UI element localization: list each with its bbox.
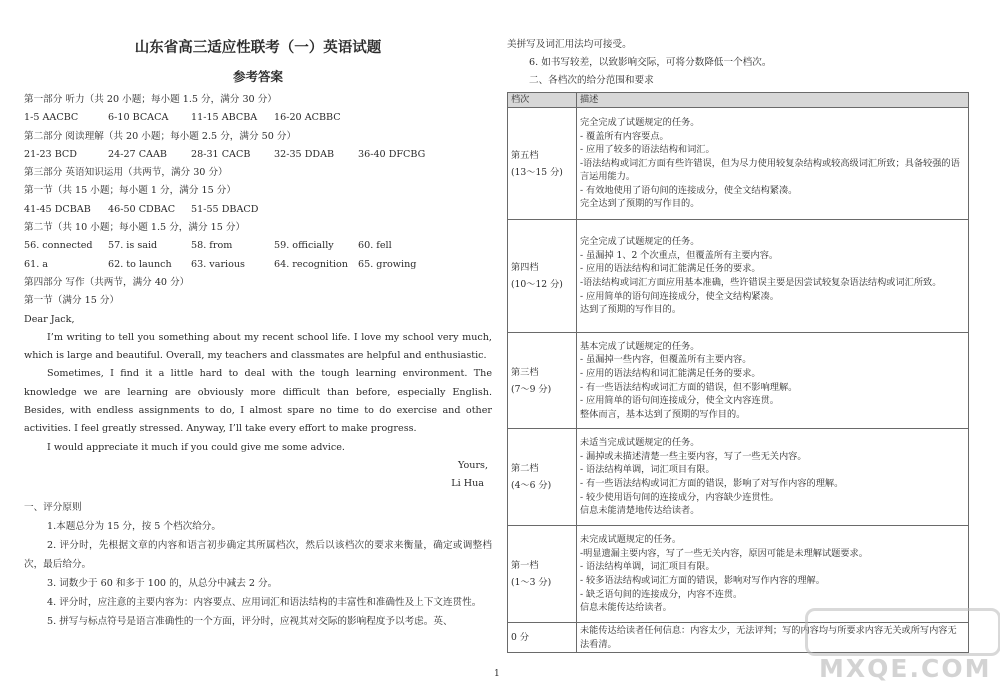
answer-item: 65. growing [358, 258, 417, 270]
answer-group: 11-15 ABCBA [191, 112, 258, 124]
answer-group: 21-23 BCD [24, 148, 77, 160]
answer-key-column [24, 38, 492, 631]
rubric-criterion: - 较少使用语句间的连接成分，内容缺少连贯性。 [580, 491, 779, 503]
section2-heading: 第二节（共 10 小题；每小题 1.5 分，满分 15 分） [24, 222, 246, 234]
answer-group: 1-5 AACBC [24, 112, 79, 124]
page-title: 山东省高三适应性联考（一）英语试题 [134, 39, 382, 56]
rubric-criterion: 达到了预期的写作目的。 [580, 304, 682, 316]
rubric-description-cell [577, 108, 969, 220]
rubric-criterion: -语法结构或词汇方面应用基本准确，些许错误主要是因尝试较复杂语法结构或词汇所致。 [580, 277, 942, 288]
rubric-criterion: 完全达到了预期的写作目的。 [580, 198, 700, 210]
rubric-level: 第三档 [511, 366, 539, 378]
rubric-description-cell [577, 429, 969, 526]
rubric-criterion: - 应用了较多的语法结构和词汇。 [580, 144, 715, 156]
letter-paragraph: Sometimes, I find it a little hard to deal with the tough learning environment. The knowledge we are learning are obviously more difficult than before, especially English. Besides, with endless assignments to do, I almost spare no time to do exercise and other activities. I feel greatly stressed. Anyway, I’ll take every effort to make progress. [24, 368, 492, 435]
scoring-rule: 3. 词数少于 60 和多于 100 的，从总分中减去 2 分。 [47, 577, 278, 589]
rubric-row [508, 108, 969, 220]
scoring-rule: 5. 拼写与标点符号是语言准确性的一个方面，评分时，应视其对交际的影响程度予以考虑。英、 [47, 615, 453, 627]
part3-heading: 第三部分 英语知识运用（共两节，满分 30 分） [24, 167, 228, 179]
rubric-criterion: 整体而言，基本达到了预期的写作目的。 [580, 408, 746, 420]
section3-heading: 第一节（满分 15 分） [24, 295, 120, 307]
rubric-level: 第二档 [511, 463, 539, 474]
rule-continuation: 美拼写及词汇用法均可接受。 [507, 39, 632, 50]
part2-heading: 第二部分 阅读理解（共 20 小题；每小题 2.5 分，满分 50 分） [24, 130, 297, 142]
page-number: 1 [494, 669, 500, 679]
rubric-criterion: - 缺乏语句间的连接成分，内容不连贯。 [580, 588, 743, 600]
section2-answers-row2 [24, 256, 492, 274]
rubric-level: 第五档 [511, 149, 539, 161]
rubric-criterion: 完全完成了试题规定的任务。 [580, 116, 700, 128]
letter-greeting: Dear Jack, [24, 313, 75, 325]
watermark-url: MXQE.COM [819, 654, 992, 683]
rubric-score-range: (4～6 分) [511, 480, 552, 491]
rubric-level: 第四档 [511, 262, 539, 273]
rubric-description-cell [577, 333, 969, 429]
letter-paragraph: I would appreciate it much if you could give me some advice. [47, 441, 345, 453]
rubric-header-row [508, 93, 969, 108]
answer-group: 28-31 CACB [191, 148, 251, 160]
scoring-rule: 1.本题总分为 15 分，按 5 个档次给分。 [47, 520, 221, 532]
rubric-criterion: - 较多语法结构或词汇方面的错误，影响对写作内容的理解。 [580, 575, 825, 586]
rubric-row [508, 429, 969, 526]
answer-group: 41-45 DCBAB [24, 203, 91, 215]
answer-item: 61. a [24, 258, 49, 270]
part2-answers [24, 146, 492, 164]
rubric-criterion: - 应用简单的语句间连接成分，使全文内容连贯。 [580, 395, 779, 407]
answer-group: 6-10 BCACA [108, 112, 169, 124]
letter-signature: Li Hua [451, 478, 484, 490]
rubric-level-cell [508, 333, 577, 429]
rubric-criterion: - 语法结构单调，词汇项目有限。 [580, 464, 715, 476]
rubric-score-range: (7～9 分) [511, 383, 552, 395]
rubric-criterion: - 虽漏掉 1、2 个次重点，但覆盖所有主要内容。 [580, 249, 779, 261]
section1-answers [24, 201, 492, 219]
answer-item: 62. to launch [108, 258, 172, 270]
rubric-criterion: - 应用的语法结构和词汇能满足任务的要求。 [580, 263, 761, 275]
rubric-level-cell [508, 108, 577, 220]
rubric-criterion: - 有一些语法结构或词汇方面的错误，但不影响理解。 [580, 381, 798, 393]
answer-group: 24-27 CAAB [108, 148, 167, 160]
answer-item: 56. connected [24, 240, 93, 252]
answer-group: 46-50 CDBAC [108, 203, 176, 215]
answer-group: 32-35 DDAB [274, 148, 335, 160]
answer-item: 57. is said [108, 240, 158, 252]
rubric-score-range: (13～15 分) [511, 166, 563, 178]
answer-item: 63. various [191, 258, 245, 270]
rubric-criterion: -语法结构或词汇方面有些许错误，但为尽力使用较复杂结构或较高级词汇所致；具备较强的语言运用能力。 [580, 157, 960, 183]
rubric-criterion: - 有效地使用了语句间的连接成分，使全文结构紧凑。 [580, 184, 798, 196]
rubric-criterion: 未能传达给读者任何信息：内容太少，无法评判；写的内容均与所要求内容无关或所写内容无法看清。 [580, 624, 957, 650]
watermark [805, 602, 995, 684]
rubric-criterion: - 虽漏掉一些内容，但覆盖所有主要内容。 [580, 354, 752, 366]
watermark-logo [805, 608, 1000, 656]
scoring-rule: 2. 评分时，先根据文章的内容和语言初步确定其所属档次，然后以该档次的要求来衡量，确定或调整档次，最后给分。 [24, 539, 492, 570]
rubric-row [508, 220, 969, 333]
rubric-criterion: - 漏掉或未描述清楚一些主要内容，写了一些无关内容。 [580, 450, 807, 462]
answer-group: 51-55 DBACD [191, 203, 259, 215]
rubric-criterion: -明显遗漏主要内容，写了一些无关内容，原因可能是未理解试题要求。 [580, 547, 868, 559]
answer-item: 64. recognition [274, 258, 348, 270]
rubric-criterion: - 有一些语法结构或词汇方面的错误，影响了对写作内容的理解。 [580, 478, 844, 489]
answer-item: 60. fell [358, 240, 392, 252]
rubric-level: 第一档 [511, 560, 539, 571]
rubric-criterion: 未完成试题规定的任务。 [580, 534, 682, 546]
rubric-criterion: - 覆盖所有内容要点。 [580, 130, 669, 142]
part1-answers [24, 109, 492, 127]
part4-heading: 第四部分 写作（共两节，满分 40 分） [24, 276, 190, 288]
answer-item: 59. officially [274, 240, 334, 252]
col-header-description: 描述 [577, 93, 969, 108]
rubric-criterion: 信息未能清楚地传达给读者。 [580, 505, 700, 517]
scoring-rules-heading: 一、评分原则 [24, 501, 82, 513]
answer-group: 36-40 DFCBG [358, 148, 426, 160]
rubric-table [507, 92, 969, 653]
rubric-level-cell [508, 623, 577, 653]
rubric-score-range: (10～12 分) [511, 279, 563, 290]
section2-answers-row1 [24, 237, 492, 255]
rubric-description-cell [577, 220, 969, 333]
rubric-criterion: - 应用的语法结构和词汇能满足任务的要求。 [580, 367, 761, 379]
rubric-level-cell [508, 429, 577, 526]
page-subtitle: 参考答案 [232, 69, 283, 84]
answer-group: 16-20 ACBBC [274, 112, 341, 124]
rubric-level: 0 分 [511, 632, 529, 643]
rubric-score-range: (1～3 分) [511, 577, 552, 588]
scoring-rule: 6. 如书写较差，以致影响交际，可将分数降低一个档次。 [529, 57, 772, 68]
rubric-criterion: 基本完成了试题规定的任务。 [580, 340, 700, 352]
letter-paragraph: I’m writing to tell you something about my recent school life. I love my school very much, which is large and beautiful. Overall, my teachers and classmates are helpful and enthusiastic. [24, 331, 492, 362]
rubric-criterion: 未适当完成试题规定的任务。 [580, 437, 700, 449]
part1-heading: 第一部分 听力（共 20 小题；每小题 1.5 分，满分 30 分） [24, 94, 277, 105]
rubric-criterion: 完全完成了试题规定的任务。 [580, 236, 700, 248]
section1-heading: 第一节（共 15 小题；每小题 1 分，满分 15 分） [24, 185, 236, 197]
letter-closing: Yours, [457, 459, 488, 471]
rubric-heading: 二、各档次的给分范围和要求 [529, 75, 654, 86]
col-header-level: 档次 [508, 93, 577, 108]
rubric-row [508, 333, 969, 429]
rubric-criterion: 信息未能传达给读者。 [580, 602, 672, 614]
scoring-rule: 4. 评分时，应注意的主要内容为：内容要点、应用词汇和语法结构的丰富性和准确性及上下文连贯性。 [47, 596, 482, 608]
rubric-level-cell [508, 220, 577, 333]
answer-item: 58. from [191, 240, 233, 252]
rubric-level-cell [508, 526, 577, 623]
rubric-criterion: - 应用简单的语句间连接成分，使全文结构紧凑。 [580, 290, 779, 302]
rubric-column [507, 36, 969, 653]
rubric-criterion: - 语法结构单调，词汇项目有限。 [580, 561, 715, 573]
